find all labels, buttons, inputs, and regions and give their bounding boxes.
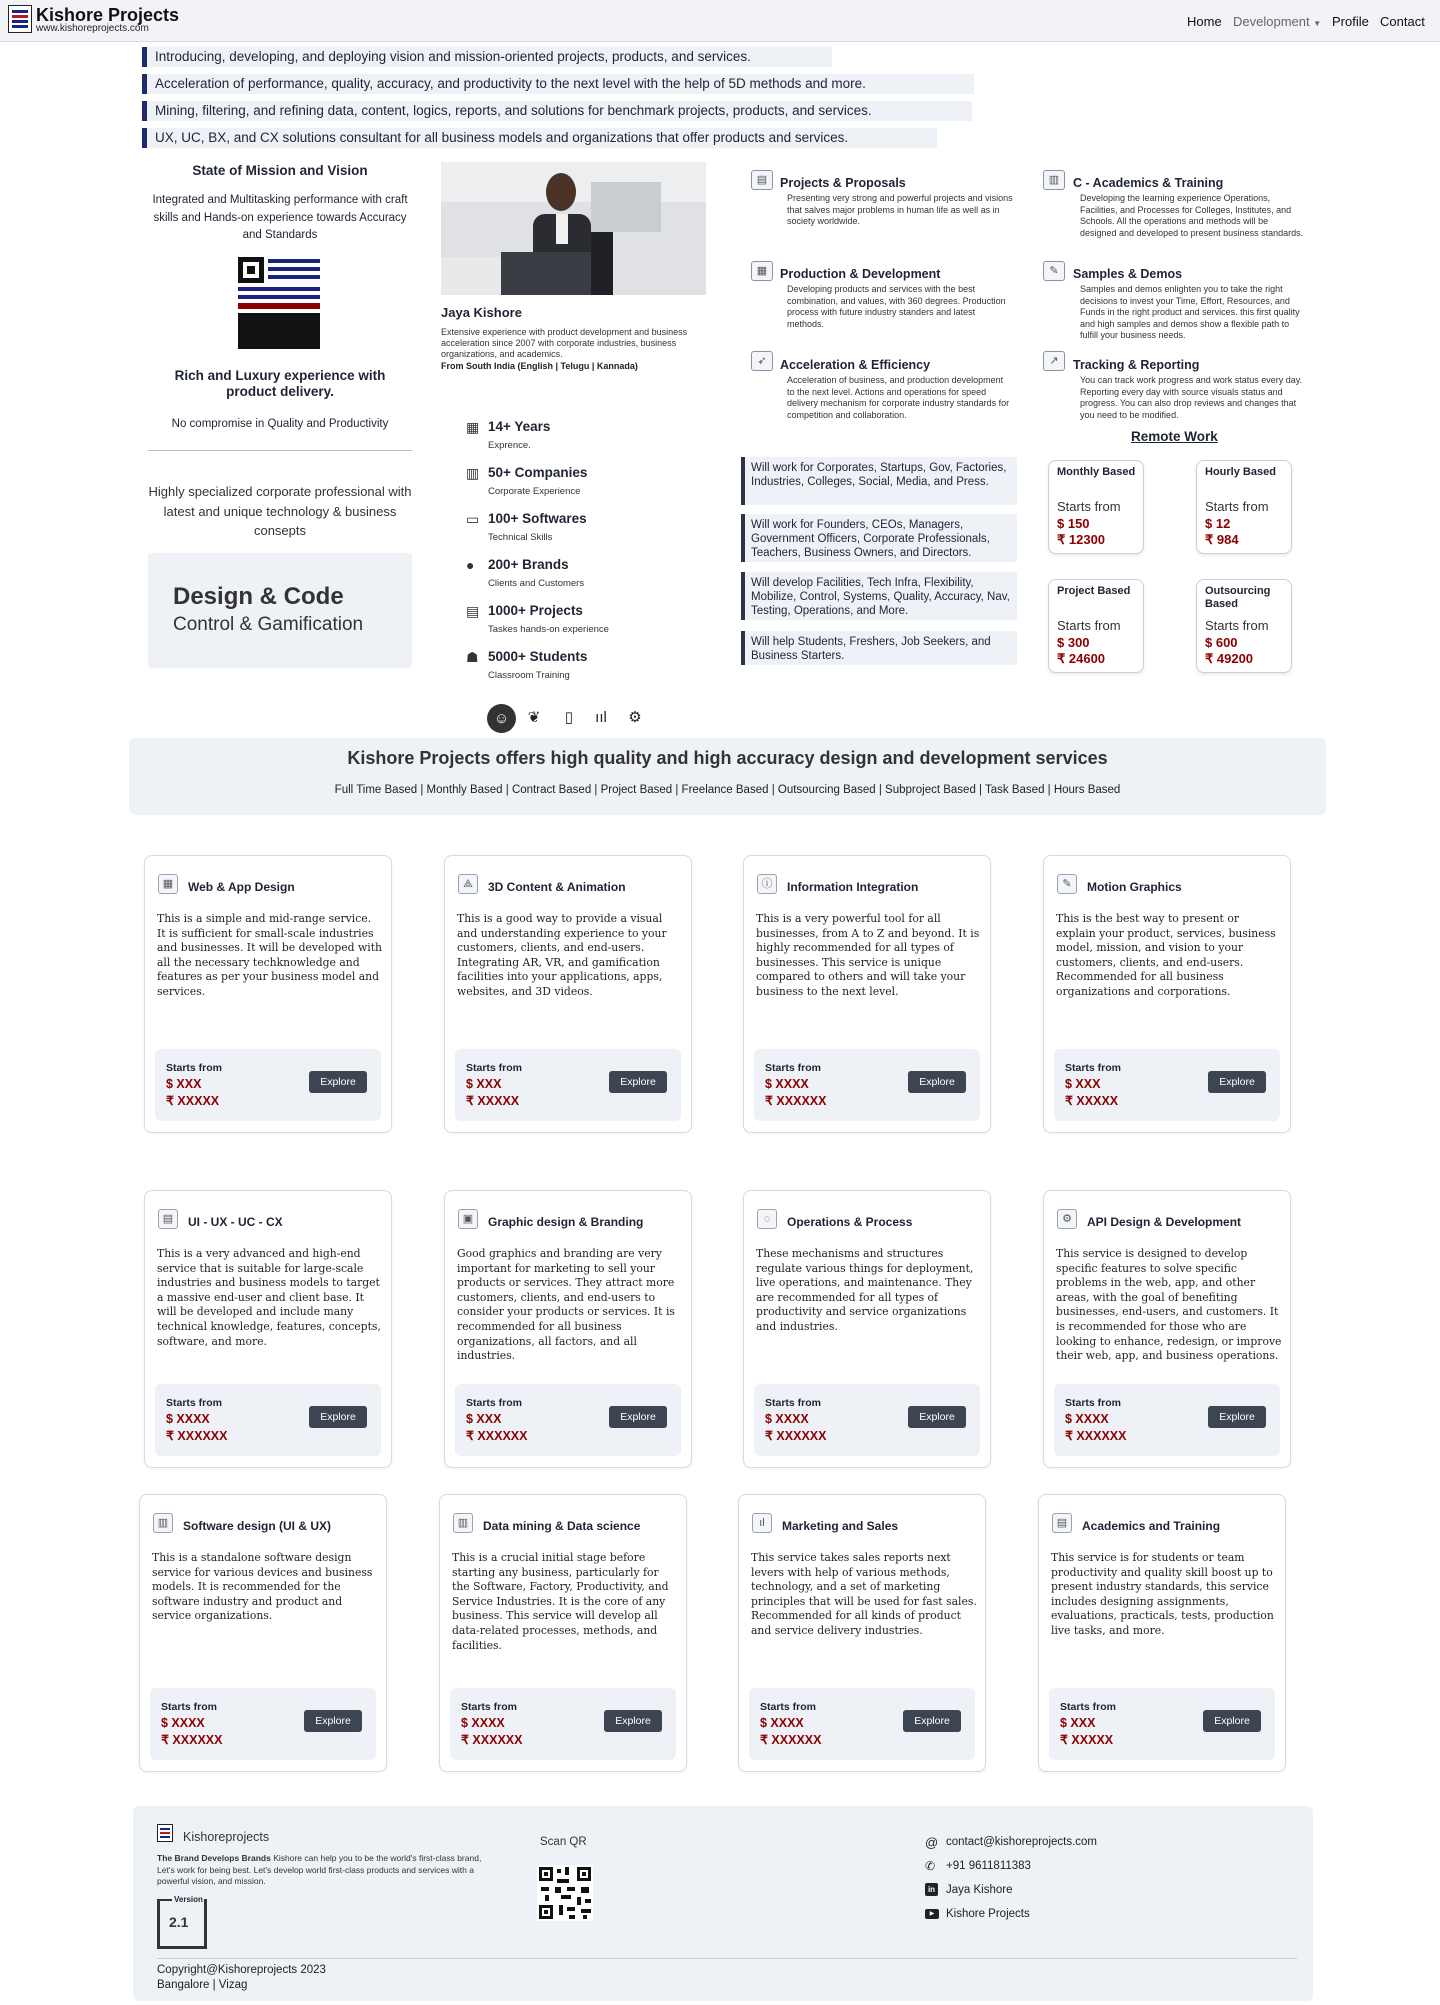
training-icon: ▤ [1052, 1513, 1072, 1533]
service-card-usd: $ XXXX [765, 1412, 809, 1426]
service-card-title: Motion Graphics [1087, 880, 1182, 894]
stat-title: 5000+ Students [488, 649, 588, 664]
top-navbar [0, 0, 1440, 42]
explore-button[interactable]: Explore [1203, 1710, 1261, 1732]
service-card-footer [1049, 1688, 1275, 1760]
service-card-starts: Starts from [760, 1701, 817, 1713]
service-card-inr: ₹ XXXXXX [466, 1429, 528, 1443]
chevron-down-icon: ▼ [1313, 19, 1322, 28]
explore-button[interactable]: Explore [903, 1710, 961, 1732]
service-desc: Presenting very strong and powerful projects and visions that salves major problems in human life as well as in society worldwide. [787, 193, 1013, 226]
will-work-item: Will help Students, Freshers, Job Seekers, and Business Starters. [741, 631, 1017, 665]
plan-starts: Starts from [1205, 499, 1269, 514]
service-card-title: API Design & Development [1087, 1215, 1242, 1229]
footer-tagline [157, 1853, 487, 1888]
service-card [1043, 1190, 1291, 1468]
service-card-footer [455, 1049, 681, 1121]
youtube-icon: ▶ [925, 1909, 939, 1919]
document-tab-icon[interactable]: ▯ [564, 709, 574, 726]
building-icon: ▥ [466, 465, 480, 481]
stat-title: 200+ Brands [488, 557, 569, 572]
intro-line: UX, UC, BX, and CX solutions consultant for all business models and organizations that offer products and services. [142, 128, 937, 148]
service-card [139, 1494, 387, 1772]
quality-text: No compromise in Quality and Productivity [171, 418, 389, 430]
profile-description: Extensive experience with product development and business acceleration since 2007 with corporate industries, business organizations, and academics. [441, 327, 688, 359]
service-desc: Acceleration of business, and production development to the next level. Actions and operations for speed delivery mechanism for corporate industry standards for competition and collaboration. [787, 375, 1010, 420]
pen-icon: ✎ [1057, 874, 1077, 894]
data-icon: ▥ [453, 1513, 473, 1533]
service-desc: Samples and demos enlighten you to take the right decisions to invest your Time, Effort, Resources, and Funds in the right product and services. this first quality and high samples and demos show a flexible path to fulfill your business needs. [1080, 284, 1300, 340]
stat-sub: Taskes hands-on experience [488, 624, 609, 635]
stat-sub: Technical Skills [488, 532, 553, 543]
price-card-hourly[interactable] [1196, 460, 1292, 554]
proposal-icon: ▤ [751, 170, 773, 190]
production-icon: ▦ [751, 261, 773, 281]
stat-sub: Exprence. [488, 440, 531, 451]
explore-button[interactable]: Explore [1208, 1071, 1266, 1093]
plan-starts: Starts from [1057, 499, 1121, 514]
service-card-footer [1054, 1049, 1280, 1121]
explore-button[interactable]: Explore [1208, 1406, 1266, 1428]
footer-brand: Kishoreprojects [183, 1830, 270, 1844]
offers-title: Kishore Projects offers high quality and high accuracy design and development services [347, 748, 1108, 768]
calendar-icon: ▦ [466, 419, 480, 435]
service-card-footer [749, 1688, 975, 1760]
service-card-desc: Good graphics and branding are very important for marketing to sell your products or services. They attract more customers, clients, and end-users to consider your products or services. It is recommended for all business organizations, all factors, and all industries. [457, 1247, 675, 1363]
plan-starts: Starts from [1057, 618, 1121, 633]
explore-button[interactable]: Explore [604, 1710, 662, 1732]
service-card-desc: This is a simple and mid-range service. It is sufficient for small-scale industries and businesses. It will be developed with all the necessary techknowledge and features as per your business model and services. [157, 912, 382, 998]
service-card-desc: This is a very advanced and high-end service that is suitable for large-scale industries and business models to target a massive end-user and client base. It will be developed and include many technical knowledge, features, concepts, software, and more. [157, 1247, 381, 1348]
version-number: 2.1 [169, 1914, 189, 1930]
service-card-inr: ₹ XXXXX [1060, 1733, 1114, 1747]
service-card-starts: Starts from [461, 1701, 518, 1713]
plan-usd: $ 300 [1057, 635, 1090, 650]
will-work-item: Will work for Founders, CEOs, Managers, Government Officers, Corporate Professionals, Teachers, Business Owners, and Directors. [741, 514, 1017, 562]
students-icon: ☗ [466, 649, 479, 665]
footer-youtube[interactable]: Kishore Projects [946, 1908, 1030, 1920]
service-card-title: Academics and Training [1082, 1519, 1221, 1533]
brand-url: www.kishoreprojects.com [36, 23, 149, 34]
rich-experience-heading: Rich and Luxury experience with product delivery. [174, 368, 386, 399]
service-card-inr: ₹ XXXXXX [161, 1733, 223, 1747]
divider [148, 450, 412, 451]
intro-line: Mining, filtering, and refining data, content, logics, reports, and solutions for benchmark projects, products, and services. [142, 101, 972, 121]
intro-line: Acceleration of performance, quality, accuracy, and productivity to the next level with the help of 5D methods and more. [142, 74, 974, 94]
service-desc: Developing products and services with the best combination, and values, with 360 degrees. Production process with future industry standers and latest methods. [787, 284, 1006, 329]
service-title: Acceleration & Efficiency [780, 358, 931, 372]
service-card-desc: This is a very powerful tool for all businesses, from A to Z and beyond. It is highly recommended for all types of businesses. This service is unique compared to others and will take your business to the next level. [756, 912, 980, 998]
service-card-starts: Starts from [765, 1397, 822, 1409]
price-card-project[interactable] [1048, 579, 1144, 673]
service-card-inr: ₹ XXXXXX [760, 1733, 822, 1747]
settings-tab-icon[interactable]: ⚙ [628, 709, 642, 726]
service-title: Tracking & Reporting [1073, 358, 1200, 372]
explore-button[interactable]: Explore [609, 1406, 667, 1428]
service-card-starts: Starts from [161, 1701, 218, 1713]
service-card-usd: $ XXXX [166, 1412, 210, 1426]
profile-name: Jaya Kishore [441, 305, 522, 320]
service-card-usd: $ XXXX [760, 1716, 804, 1730]
kp-emblem [238, 257, 320, 349]
linkedin-icon: in [925, 1883, 938, 1896]
service-card-usd: $ XXX [1065, 1077, 1101, 1091]
service-desc: You can track work progress and work status every day. Reporting every day with source visuals status and progress. You can also drop reviews and changes that you need to be modified. [1080, 375, 1303, 420]
service-card-footer [754, 1384, 980, 1456]
service-card [743, 855, 991, 1133]
projects-icon: ▤ [466, 603, 480, 619]
plan-inr: ₹ 49200 [1205, 651, 1254, 666]
service-card-usd: $ XXX [1060, 1716, 1096, 1730]
specialized-text: Highly specialized corporate professional with latest and unique technology & business consepts [148, 484, 412, 538]
intro-line: Introducing, developing, and deploying vision and mission-oriented projects, products, and services. [142, 47, 832, 67]
service-card-title: Data mining & Data science [483, 1519, 641, 1533]
service-card-inr: ₹ XXXXXX [461, 1733, 523, 1747]
footer-phone[interactable]: +91 9611811383 [946, 1860, 1031, 1872]
version-badge-line [204, 1899, 207, 1949]
chart-tab-icon[interactable]: ııl [595, 709, 607, 726]
service-card [144, 855, 392, 1133]
academics-icon: ▥ [1043, 170, 1065, 190]
explore-button[interactable]: Explore [309, 1071, 367, 1093]
footer-linkedin[interactable]: Jaya Kishore [946, 1884, 1013, 1896]
service-card-usd: $ XXX [466, 1077, 502, 1091]
plan-inr: ₹ 12300 [1057, 532, 1106, 547]
service-card-footer [455, 1384, 681, 1456]
ux-icon: ▤ [158, 1209, 178, 1229]
service-card-starts: Starts from [1060, 1701, 1117, 1713]
web-icon: ▦ [158, 874, 178, 894]
service-card-starts: Starts from [166, 1062, 223, 1074]
mission-heading: State of Mission and Vision [192, 163, 368, 178]
service-card-starts: Starts from [765, 1062, 822, 1074]
plan-usd: $ 12 [1205, 516, 1231, 531]
service-card-inr: ₹ XXXXXX [765, 1094, 827, 1108]
service-card-footer [155, 1384, 381, 1456]
stat-title: 14+ Years [488, 419, 551, 434]
service-card [444, 1190, 692, 1468]
service-title: Projects & Proposals [780, 176, 906, 190]
image-icon: ▣ [458, 1209, 478, 1229]
plan-inr: ₹ 984 [1205, 532, 1239, 547]
profile-photo [441, 162, 706, 295]
service-card [144, 1190, 392, 1468]
qr-code[interactable] [537, 1865, 593, 1921]
service-card-desc: This is the best way to present or explain your product, services, business model, mission, and vision to your customers, clients, and end-users. Recommended for all business organizations and corporations. [1056, 912, 1276, 998]
service-desc: Developing the learning experience Operations, Facilities, and Processes for Colleges, Institutes, and Schools. All the operations and methods will be designed and developed to present business standards. [1080, 193, 1304, 238]
nav-development-label: Development [1233, 14, 1310, 29]
service-card-title: Graphic design & Branding [488, 1215, 644, 1229]
service-card-starts: Starts from [166, 1397, 223, 1409]
service-card-title: Information Integration [787, 880, 919, 894]
tracking-icon: ↗ [1043, 351, 1065, 371]
stat-title: 100+ Softwares [488, 511, 587, 526]
samples-icon: ✎ [1043, 261, 1065, 281]
service-card [1038, 1494, 1286, 1772]
plan-title: Project Based [1057, 585, 1131, 597]
service-card-starts: Starts from [1065, 1062, 1122, 1074]
service-card-starts: Starts from [466, 1062, 523, 1074]
service-card-usd: $ XXXX [1065, 1412, 1109, 1426]
stat-sub: Classroom Training [488, 670, 570, 681]
stat-title: 1000+ Projects [488, 603, 583, 618]
service-card-footer [1054, 1384, 1280, 1456]
brands-tab-icon[interactable]: ❦ [527, 709, 541, 726]
rocket-icon: ➶ [751, 351, 773, 371]
service-card [439, 1494, 687, 1772]
service-card-desc: This is a good way to provide a visual and understanding experience to your customers, clients, and end-users. Integrating AR, VR, and gamification facilities into your applications, apps, websites, and 3D videos. [457, 912, 667, 998]
price-card-monthly[interactable] [1048, 460, 1144, 554]
plan-usd: $ 600 [1205, 635, 1238, 650]
service-card-starts: Starts from [466, 1397, 523, 1409]
email-icon: @ [925, 1835, 939, 1850]
explore-button[interactable]: Explore [908, 1071, 966, 1093]
service-card-footer [450, 1688, 676, 1760]
service-card-desc: These mechanisms and structures regulate various things for deployment, live operations, and maintenance. They are recommended for all types of productivity and service organizations and industries. [756, 1247, 974, 1333]
service-card-desc: This service takes sales reports next levers with help of various methods, technology, and a set of marketing principles that will be used for fast sales. Recommended for all kinds of product and service delivery industries. [751, 1551, 977, 1637]
price-card-outsourcing[interactable] [1196, 579, 1292, 673]
service-card [743, 1190, 991, 1468]
service-card [738, 1494, 986, 1772]
explore-button[interactable]: Explore [609, 1071, 667, 1093]
profile-tab-icon[interactable]: ☺ [487, 704, 516, 733]
monitor-icon: ▭ [466, 511, 480, 527]
service-card-usd: $ XXXX [461, 1716, 505, 1730]
service-card-desc: This is a crucial initial stage before starting any business, particularly for the Software, Factory, Productivity, and Service Industries. It is the core of any business. This service will develop all data-related processes, methods, and facilities. [452, 1551, 669, 1652]
nav-contact[interactable]: Contact [1380, 14, 1425, 29]
service-card-inr: ₹ XXXXX [166, 1094, 220, 1108]
service-card-footer [150, 1688, 376, 1760]
service-card-usd: $ XXXX [765, 1077, 809, 1091]
service-card-usd: $ XXXX [161, 1716, 205, 1730]
plan-title: Monthly Based [1057, 466, 1136, 478]
service-card-starts: Starts from [1065, 1397, 1122, 1409]
plan-title: Hourly Based [1205, 466, 1276, 478]
explore-button[interactable]: Explore [908, 1406, 966, 1428]
offers-types: Full Time Based | Monthly Based | Contract Based | Project Based | Freelance Based | Outsourcing Based | Subproject Based | Task Based | Hours Based [334, 784, 1121, 796]
service-card-desc: This is a standalone software design service for various devices and business models. It is recommended for the software industry and product and service organizations. [152, 1551, 373, 1623]
info-icon: ⓘ [757, 874, 777, 894]
footer-tagline-bold: The Brand Develops Brands [157, 1853, 271, 1863]
service-title: Samples & Demos [1073, 267, 1183, 281]
footer-copyright: Copyright@Kishoreprojects 2023 [157, 1964, 326, 1976]
service-card-title: Web & App Design [188, 880, 295, 894]
nav-profile[interactable]: Profile [1332, 14, 1369, 29]
api-icon: ⚙ [1057, 1209, 1077, 1229]
scan-qr-label: Scan QR [540, 1836, 587, 1848]
service-card-desc: This service is for students or team productivity and quality skill boost up to present industry standards, this service includes designing assignments, evaluations, practicals, tests, production live tasks, and more. [1051, 1551, 1274, 1637]
service-title: Production & Development [780, 267, 941, 281]
service-card-inr: ₹ XXXXXX [765, 1429, 827, 1443]
design-code-title: Design & Code [173, 583, 344, 610]
service-card-inr: ₹ XXXXX [466, 1094, 520, 1108]
brand-name[interactable]: Kishore Projects [36, 5, 180, 25]
mission-text: Integrated and Multitasking performance with craft skills and Hands-on experience towards Accuracy and Standards [152, 194, 408, 241]
service-card [444, 855, 692, 1133]
footer-divider [157, 1958, 1297, 1959]
nav-home[interactable]: Home [1187, 14, 1222, 29]
service-title: C - Academics & Training [1073, 176, 1224, 190]
service-card [1043, 855, 1291, 1133]
explore-button[interactable]: Explore [309, 1406, 367, 1428]
footer-location: Bangalore | Vizag [157, 1979, 248, 1991]
will-work-item: Will work for Corporates, Startups, Gov, Factories, Industries, Colleges, Social, Media, and Press. [741, 457, 1017, 505]
service-card-inr: ₹ XXXXXX [166, 1429, 228, 1443]
service-card-title: Marketing and Sales [782, 1519, 899, 1533]
service-card-title: Software design (UI & UX) [183, 1519, 332, 1533]
service-card-usd: $ XXX [466, 1412, 502, 1426]
service-card-inr: ₹ XXXXX [1065, 1094, 1119, 1108]
footer-email[interactable]: contact@kishoreprojects.com [946, 1836, 1098, 1848]
apple-icon: ● [466, 557, 475, 573]
plan-title: Outsourcing Based [1205, 585, 1271, 610]
service-card-footer [155, 1049, 381, 1121]
version-label: Version [174, 1895, 203, 1904]
stat-sub: Clients and Customers [488, 578, 585, 589]
stat-sub: Corporate Experience [488, 486, 581, 497]
explore-button[interactable]: Explore [304, 1710, 362, 1732]
profile-languages: From South India (English | Telugu | Kannada) [441, 361, 638, 371]
software-icon: ▥ [153, 1513, 173, 1533]
control-gamification-text: Control & Gamification [173, 614, 364, 635]
service-card-footer [754, 1049, 980, 1121]
service-card-title: UI - UX - UC - CX [188, 1215, 283, 1229]
stat-title: 50+ Companies [488, 465, 588, 480]
3d-icon: ⟁ [458, 874, 478, 894]
footer-tagline-text: Kishore can help you to be the world's first-class brand, Let's work for being best. Let's develop world first-class products and services with a powerful vision, and mission. [157, 1853, 482, 1886]
plan-inr: ₹ 24600 [1057, 651, 1106, 666]
service-card-inr: ₹ XXXXXX [1065, 1429, 1127, 1443]
service-card-title: 3D Content & Animation [488, 880, 626, 894]
nav-development-dropdown[interactable] [1233, 14, 1321, 29]
will-work-item: Will develop Facilities, Tech Infra, Flexibility, Mobilize, Control, Systems, Quality, Accuracy, Nav, Testing, Operations, and More. [741, 572, 1017, 620]
remote-work-title[interactable]: Remote Work [1131, 429, 1218, 444]
service-card-title: Operations & Process [787, 1215, 913, 1229]
process-icon: ◌ [757, 1209, 777, 1229]
phone-icon: ✆ [925, 1859, 936, 1873]
plan-starts: Starts from [1205, 618, 1269, 633]
plan-usd: $ 150 [1057, 516, 1090, 531]
footer-logo [157, 1824, 173, 1842]
brand-logo[interactable] [8, 5, 32, 33]
chart-icon: ıl [752, 1513, 772, 1533]
service-card-desc: This service is designed to develop specific features to solve specific problems in the web, app, and other areas, with the goal of benefiting businesses, end-users, and customers. It is recommended for those who are looking to enhance, redesign, or improve their web, app, and business operations. [1056, 1247, 1282, 1363]
service-card-usd: $ XXX [166, 1077, 202, 1091]
